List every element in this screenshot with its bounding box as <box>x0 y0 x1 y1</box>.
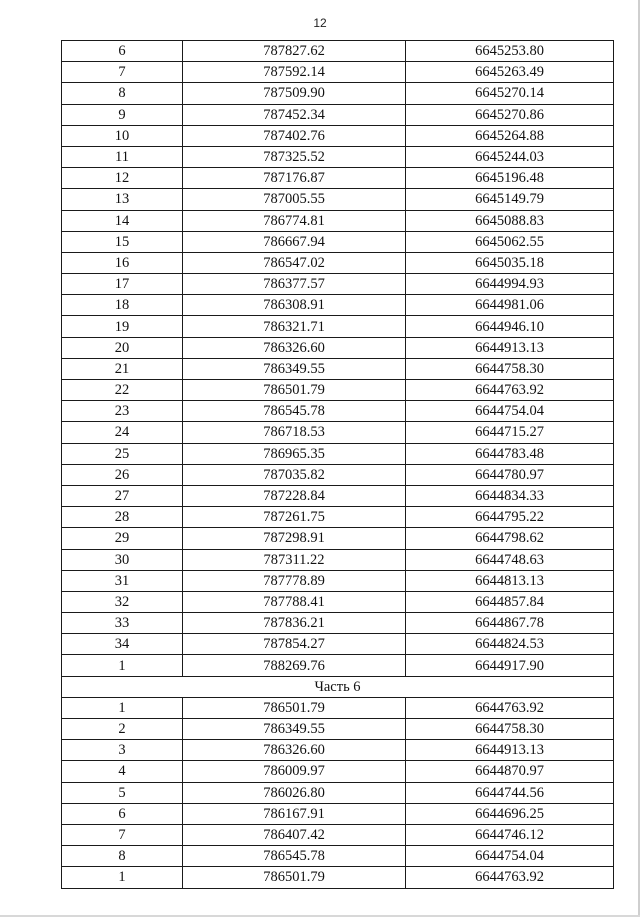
table-row <box>62 570 614 591</box>
point-number-cell: 14 <box>62 210 183 231</box>
y-coordinate-cell: 6645270.86 <box>406 104 614 125</box>
table-row <box>62 295 614 316</box>
point-number-cell: 1 <box>62 867 183 888</box>
table-row <box>62 168 614 189</box>
x-coordinate-cell: 786501.79 <box>183 697 406 718</box>
point-number-cell: 9 <box>62 104 183 125</box>
y-coordinate-cell: 6644758.30 <box>406 358 614 379</box>
y-coordinate-cell: 6645264.88 <box>406 125 614 146</box>
x-coordinate-cell: 786349.55 <box>183 358 406 379</box>
table-row <box>62 697 614 718</box>
x-coordinate-cell: 787854.27 <box>183 634 406 655</box>
table-row <box>62 316 614 337</box>
point-number-cell: 18 <box>62 295 183 316</box>
table-row <box>62 231 614 252</box>
point-number-cell: 34 <box>62 634 183 655</box>
point-number-cell: 7 <box>62 62 183 83</box>
point-number-cell: 30 <box>62 549 183 570</box>
table-row <box>62 189 614 210</box>
point-number-cell: 12 <box>62 168 183 189</box>
table-row <box>62 613 614 634</box>
x-coordinate-cell: 786009.97 <box>183 761 406 782</box>
y-coordinate-cell: 6644754.04 <box>406 401 614 422</box>
y-coordinate-cell: 6644813.13 <box>406 570 614 591</box>
table-row <box>62 719 614 740</box>
point-number-cell: 31 <box>62 570 183 591</box>
page-number: 12 <box>313 16 327 30</box>
table-row <box>62 146 614 167</box>
x-coordinate-cell: 787176.87 <box>183 168 406 189</box>
x-coordinate-cell: 786407.42 <box>183 824 406 845</box>
y-coordinate-cell: 6644758.30 <box>406 719 614 740</box>
x-coordinate-cell: 787261.75 <box>183 507 406 528</box>
point-number-cell: 29 <box>62 528 183 549</box>
point-number-cell: 3 <box>62 740 183 761</box>
x-coordinate-cell: 786308.91 <box>183 295 406 316</box>
x-coordinate-cell: 786501.79 <box>183 380 406 401</box>
table-row <box>62 401 614 422</box>
point-number-cell: 5 <box>62 782 183 803</box>
y-coordinate-cell: 6644981.06 <box>406 295 614 316</box>
point-number-cell: 11 <box>62 146 183 167</box>
point-number-cell: 28 <box>62 507 183 528</box>
x-coordinate-cell: 786501.79 <box>183 867 406 888</box>
table-row <box>62 358 614 379</box>
x-coordinate-cell: 787509.90 <box>183 83 406 104</box>
y-coordinate-cell: 6644867.78 <box>406 613 614 634</box>
section-header-row <box>62 676 614 697</box>
x-coordinate-cell: 787827.62 <box>183 41 406 62</box>
y-coordinate-cell: 6644795.22 <box>406 507 614 528</box>
y-coordinate-cell: 6644754.04 <box>406 846 614 867</box>
table-row <box>62 655 614 676</box>
point-number-cell: 20 <box>62 337 183 358</box>
y-coordinate-cell: 6644715.27 <box>406 422 614 443</box>
point-number-cell: 33 <box>62 613 183 634</box>
x-coordinate-cell: 787778.89 <box>183 570 406 591</box>
table-row <box>62 591 614 612</box>
y-coordinate-cell: 6645270.14 <box>406 83 614 104</box>
x-coordinate-cell: 787592.14 <box>183 62 406 83</box>
table-row <box>62 867 614 888</box>
x-coordinate-cell: 787298.91 <box>183 528 406 549</box>
coordinates-table <box>61 40 614 889</box>
y-coordinate-cell: 6644746.12 <box>406 824 614 845</box>
x-coordinate-cell: 787452.34 <box>183 104 406 125</box>
x-coordinate-cell: 786326.60 <box>183 337 406 358</box>
point-number-cell: 25 <box>62 443 183 464</box>
y-coordinate-cell: 6644696.25 <box>406 803 614 824</box>
x-coordinate-cell: 786545.78 <box>183 401 406 422</box>
x-coordinate-cell: 786167.91 <box>183 803 406 824</box>
y-coordinate-cell: 6645244.03 <box>406 146 614 167</box>
y-coordinate-cell: 6644834.33 <box>406 485 614 506</box>
table-row <box>62 507 614 528</box>
point-number-cell: 8 <box>62 83 183 104</box>
y-coordinate-cell: 6645253.80 <box>406 41 614 62</box>
y-coordinate-cell: 6644783.48 <box>406 443 614 464</box>
table-row <box>62 274 614 295</box>
section-title: Часть 6 <box>62 676 614 697</box>
point-number-cell: 26 <box>62 464 183 485</box>
x-coordinate-cell: 787788.41 <box>183 591 406 612</box>
y-coordinate-cell: 6644913.13 <box>406 337 614 358</box>
table-row <box>62 380 614 401</box>
y-coordinate-cell: 6644780.97 <box>406 464 614 485</box>
x-coordinate-cell: 787311.22 <box>183 549 406 570</box>
x-coordinate-cell: 786326.60 <box>183 740 406 761</box>
point-number-cell: 27 <box>62 485 183 506</box>
table-row <box>62 464 614 485</box>
x-coordinate-cell: 786349.55 <box>183 719 406 740</box>
table-row <box>62 761 614 782</box>
x-coordinate-cell: 786774.81 <box>183 210 406 231</box>
x-coordinate-cell: 787035.82 <box>183 464 406 485</box>
x-coordinate-cell: 787836.21 <box>183 613 406 634</box>
point-number-cell: 7 <box>62 824 183 845</box>
table-row <box>62 846 614 867</box>
x-coordinate-cell: 787325.52 <box>183 146 406 167</box>
point-number-cell: 4 <box>62 761 183 782</box>
y-coordinate-cell: 6644763.92 <box>406 697 614 718</box>
y-coordinate-cell: 6644870.97 <box>406 761 614 782</box>
table-row <box>62 803 614 824</box>
point-number-cell: 6 <box>62 803 183 824</box>
y-coordinate-cell: 6645196.48 <box>406 168 614 189</box>
table-row <box>62 634 614 655</box>
point-number-cell: 17 <box>62 274 183 295</box>
x-coordinate-cell: 786026.80 <box>183 782 406 803</box>
point-number-cell: 15 <box>62 231 183 252</box>
table-row <box>62 210 614 231</box>
y-coordinate-cell: 6644994.93 <box>406 274 614 295</box>
y-coordinate-cell: 6644824.53 <box>406 634 614 655</box>
y-coordinate-cell: 6644798.62 <box>406 528 614 549</box>
y-coordinate-cell: 6645088.83 <box>406 210 614 231</box>
table-row <box>62 125 614 146</box>
table-row <box>62 62 614 83</box>
y-coordinate-cell: 6645062.55 <box>406 231 614 252</box>
y-coordinate-cell: 6644763.92 <box>406 380 614 401</box>
x-coordinate-cell: 786545.78 <box>183 846 406 867</box>
y-coordinate-cell: 6644763.92 <box>406 867 614 888</box>
table-row <box>62 740 614 761</box>
point-number-cell: 1 <box>62 655 183 676</box>
y-coordinate-cell: 6644744.56 <box>406 782 614 803</box>
y-coordinate-cell: 6644917.90 <box>406 655 614 676</box>
y-coordinate-cell: 6644946.10 <box>406 316 614 337</box>
point-number-cell: 22 <box>62 380 183 401</box>
x-coordinate-cell: 786377.57 <box>183 274 406 295</box>
x-coordinate-cell: 787228.84 <box>183 485 406 506</box>
table-row <box>62 443 614 464</box>
point-number-cell: 8 <box>62 846 183 867</box>
y-coordinate-cell: 6644913.13 <box>406 740 614 761</box>
table-row <box>62 824 614 845</box>
table-row <box>62 549 614 570</box>
table-row <box>62 337 614 358</box>
point-number-cell: 24 <box>62 422 183 443</box>
point-number-cell: 13 <box>62 189 183 210</box>
point-number-cell: 32 <box>62 591 183 612</box>
table-row <box>62 83 614 104</box>
table-row <box>62 528 614 549</box>
y-coordinate-cell: 6645149.79 <box>406 189 614 210</box>
point-number-cell: 6 <box>62 41 183 62</box>
x-coordinate-cell: 786718.53 <box>183 422 406 443</box>
point-number-cell: 23 <box>62 401 183 422</box>
point-number-cell: 1 <box>62 697 183 718</box>
table-row <box>62 104 614 125</box>
x-coordinate-cell: 786321.71 <box>183 316 406 337</box>
x-coordinate-cell: 787005.55 <box>183 189 406 210</box>
table-row <box>62 41 614 62</box>
point-number-cell: 21 <box>62 358 183 379</box>
x-coordinate-cell: 786965.35 <box>183 443 406 464</box>
table-row <box>62 422 614 443</box>
point-number-cell: 2 <box>62 719 183 740</box>
point-number-cell: 10 <box>62 125 183 146</box>
x-coordinate-cell: 787402.76 <box>183 125 406 146</box>
table-row <box>62 782 614 803</box>
coordinates-table-body <box>62 41 614 889</box>
x-coordinate-cell: 788269.76 <box>183 655 406 676</box>
y-coordinate-cell: 6645263.49 <box>406 62 614 83</box>
table-row <box>62 485 614 506</box>
x-coordinate-cell: 786667.94 <box>183 231 406 252</box>
point-number-cell: 16 <box>62 252 183 273</box>
point-number-cell: 19 <box>62 316 183 337</box>
table-row <box>62 252 614 273</box>
y-coordinate-cell: 6644748.63 <box>406 549 614 570</box>
y-coordinate-cell: 6645035.18 <box>406 252 614 273</box>
x-coordinate-cell: 786547.02 <box>183 252 406 273</box>
y-coordinate-cell: 6644857.84 <box>406 591 614 612</box>
